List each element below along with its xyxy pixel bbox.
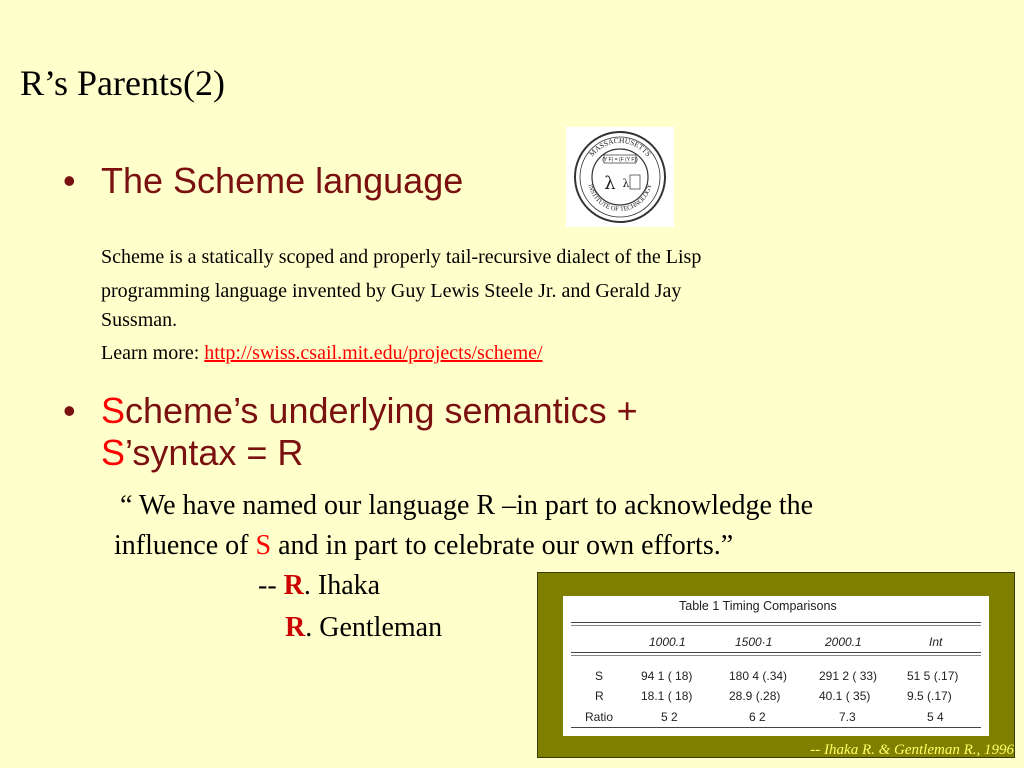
- bullet-text: ’syntax = R: [125, 432, 304, 473]
- citation: -- Ihaka R. & Gentleman R., 1996: [810, 742, 1014, 758]
- table-cell: 51 5 (.17): [907, 669, 959, 683]
- quote-line: [114, 526, 733, 566]
- signature-dash: --: [258, 570, 284, 601]
- quote-text: and in part to celebrate our own efforts.”: [271, 530, 734, 561]
- table-header: Int: [929, 635, 943, 649]
- row-label: Ratio: [585, 710, 614, 724]
- table-caption: Table 1 Timing Comparisons: [679, 599, 837, 613]
- description-line: programming language invented by Guy Lewis Steele Jr. and Gerald Jay: [101, 280, 682, 302]
- highlight-s: S: [255, 530, 272, 561]
- highlight-r: R: [283, 570, 304, 601]
- table-cell: 18.1 ( 18): [641, 689, 693, 703]
- table-cell: 291 2 ( 33): [819, 669, 878, 683]
- slide-title: R’s Parents(2): [20, 63, 225, 103]
- table-cell: 28.9 (.28): [729, 689, 781, 703]
- table-rule: [571, 622, 981, 623]
- svg-text:λ: λ: [604, 173, 616, 194]
- scheme-description: [101, 240, 891, 332]
- mit-seal-logo: [566, 127, 674, 227]
- description-line: Sussman.: [101, 309, 178, 331]
- table-cell: 94 1 ( 18): [641, 669, 693, 683]
- highlight-r: R: [285, 612, 306, 643]
- bullet-text: cheme’s underlying semantics +: [125, 390, 638, 431]
- description-line: Scheme is a statically scoped and properly tail-recursive dialect of the Lisp: [101, 246, 702, 268]
- scheme-project-link[interactable]: http://swiss.csail.mit.edu/projects/scheme/: [204, 342, 543, 364]
- bullet-marker: •: [63, 390, 76, 431]
- mit-seal-icon: [566, 127, 674, 227]
- table-cell: 40.1 ( 35): [819, 689, 871, 703]
- bullet-marker: •: [63, 160, 76, 201]
- quote-text: influence of: [114, 530, 256, 561]
- svg-text:(Y F) = (F (Y F)): (Y F) = (F (Y F)): [602, 157, 638, 163]
- svg-text:MASSACHUSETTS: MASSACHUSETTS: [587, 135, 653, 159]
- table-rule: [571, 727, 981, 728]
- row-label: R: [595, 689, 604, 703]
- highlight-s: S: [101, 432, 126, 473]
- table-cell: 5 4: [927, 710, 944, 724]
- bullet-text: The Scheme language: [101, 160, 464, 201]
- signature-name: . Ihaka: [303, 570, 381, 601]
- signature-name: . Gentleman: [305, 612, 443, 643]
- svg-text:λ: λ: [622, 177, 630, 190]
- table-header: 1500·1: [735, 635, 773, 649]
- bullet-scheme-language: [63, 160, 464, 202]
- table-cell: 6 2: [749, 710, 766, 724]
- quote-line: “ We have named our language R –in part to acknowledge the: [120, 490, 814, 521]
- learn-more: [101, 342, 543, 365]
- table-header: 1000.1: [649, 635, 686, 649]
- row-label: S: [595, 669, 604, 683]
- table-cell: 7.3: [839, 710, 856, 724]
- highlight-s: S: [101, 390, 126, 431]
- table-rule: [571, 655, 981, 656]
- learn-more-label: Learn more:: [101, 342, 205, 364]
- quote-signature-gentleman: [285, 608, 442, 648]
- quote-signature-ihaka: [258, 566, 380, 606]
- table-rule: [571, 625, 981, 626]
- table-cell: 180 4 (.34): [729, 669, 788, 683]
- bullet-scheme-syntax: [63, 390, 821, 474]
- svg-text:INSTITUTE OF TECHNOLOGY: INSTITUTE OF TECHNOLOGY: [586, 183, 654, 214]
- table-cell: 5 2: [661, 710, 678, 724]
- timing-table: [563, 596, 989, 736]
- table-cell: 9.5 (.17): [907, 689, 952, 703]
- table-rule: [571, 652, 981, 653]
- table-header: 2000.1: [825, 635, 862, 649]
